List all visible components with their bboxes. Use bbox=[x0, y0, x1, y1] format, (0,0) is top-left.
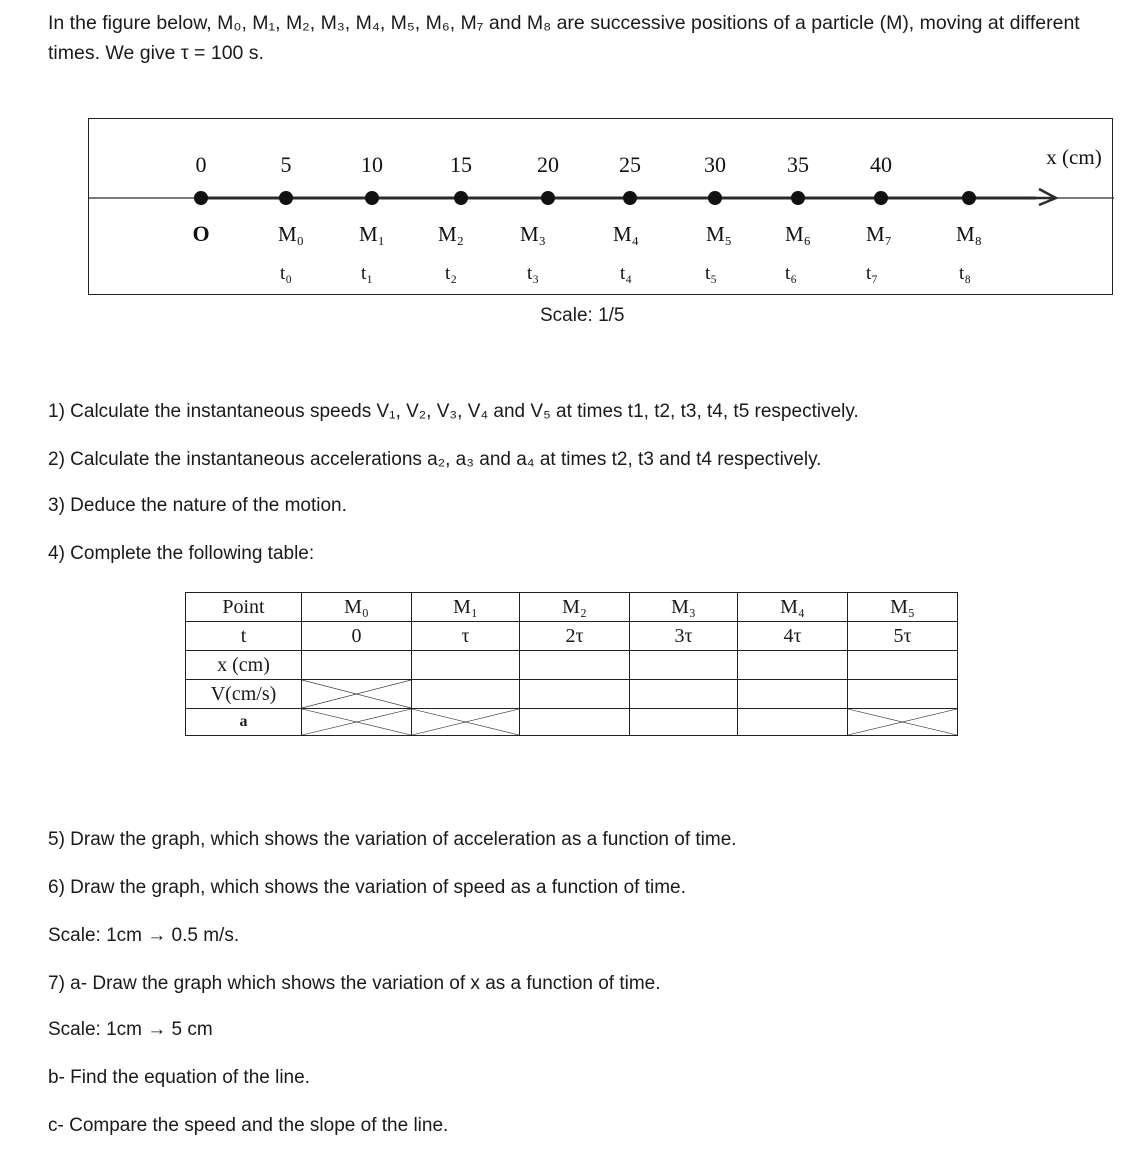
table-row-label: x (cm) bbox=[186, 651, 302, 680]
motion-table bbox=[185, 592, 958, 736]
tick-dot bbox=[874, 191, 888, 205]
question-4: 4) Complete the following table: bbox=[48, 543, 315, 564]
point-label: M₃ bbox=[520, 222, 546, 246]
time-label: t₈ bbox=[959, 263, 971, 284]
tick-dot bbox=[541, 191, 555, 205]
question-2: 2) Calculate the instantaneous accelerations a₂, a₃ and a₄ at times t2, t3 and t4 respectively. bbox=[48, 449, 822, 470]
table-cell: 0 bbox=[302, 622, 412, 651]
blank-cell[interactable] bbox=[520, 680, 630, 709]
table-row bbox=[186, 593, 958, 622]
question-7a: 7) a- Draw the graph which shows the variation of x as a function of time. bbox=[48, 973, 661, 994]
table-row bbox=[186, 622, 958, 651]
blank-cell[interactable] bbox=[848, 680, 958, 709]
tick-dot bbox=[962, 191, 976, 205]
tick-dot bbox=[454, 191, 468, 205]
table-row bbox=[186, 680, 958, 709]
scale-x: Scale: 1cm → 5 cm bbox=[48, 1019, 213, 1040]
blank-cell[interactable] bbox=[630, 709, 738, 736]
tick-dot bbox=[365, 191, 379, 205]
tick-label: 5 bbox=[280, 152, 292, 177]
figure-scale-caption: Scale: 1/5 bbox=[540, 305, 625, 326]
tick-label: 0 bbox=[195, 152, 207, 177]
tick-label: 20 bbox=[537, 152, 559, 177]
question-1: 1) Calculate the instantaneous speeds V₁, V₂, V₃, V₄ and V₅ at times t1, t2, t3, t4, t5 respectively. bbox=[48, 401, 859, 422]
trajectory-axis bbox=[89, 119, 1114, 296]
tick-dot bbox=[194, 191, 208, 205]
question-7c: c- Compare the speed and the slope of the line. bbox=[48, 1115, 449, 1136]
point-label: M₇ bbox=[866, 222, 892, 246]
x-axis-arrow-icon bbox=[1024, 189, 1056, 205]
blank-cell[interactable] bbox=[848, 651, 958, 680]
table-header-cell: M₂ bbox=[520, 593, 630, 622]
question-6: 6) Draw the graph, which shows the variation of speed as a function of time. bbox=[48, 877, 686, 898]
crossed-cell bbox=[412, 709, 520, 736]
table-header-cell: M₀ bbox=[302, 593, 412, 622]
question-3: 3) Deduce the nature of the motion. bbox=[48, 495, 347, 516]
time-label: t₂ bbox=[445, 263, 457, 284]
question-7b: b- Find the equation of the line. bbox=[48, 1067, 310, 1088]
blank-cell[interactable] bbox=[412, 680, 520, 709]
table-cell: 5τ bbox=[848, 622, 958, 651]
tick-label: 35 bbox=[787, 152, 809, 177]
tick-label: 25 bbox=[619, 152, 641, 177]
time-label: t₁ bbox=[361, 263, 373, 284]
tick-dot bbox=[791, 191, 805, 205]
table-cell: 4τ bbox=[738, 622, 848, 651]
table-row bbox=[186, 651, 958, 680]
table-header-cell: M₃ bbox=[630, 593, 738, 622]
trajectory-figure bbox=[88, 118, 1113, 295]
tick-dot bbox=[279, 191, 293, 205]
table-cell: 2τ bbox=[520, 622, 630, 651]
blank-cell[interactable] bbox=[412, 651, 520, 680]
axis-label: x (cm) bbox=[1046, 145, 1102, 169]
point-label: M₅ bbox=[706, 222, 732, 246]
question-5: 5) Draw the graph, which shows the variation of acceleration as a function of time. bbox=[48, 829, 737, 850]
origin-label: O bbox=[192, 221, 210, 246]
table-header-cell: Point bbox=[186, 593, 302, 622]
blank-cell[interactable] bbox=[738, 680, 848, 709]
table-header-cell: M₁ bbox=[412, 593, 520, 622]
tick-dot bbox=[623, 191, 637, 205]
crossed-cell bbox=[302, 709, 412, 736]
table-header-cell: M₄ bbox=[738, 593, 848, 622]
intro-text: In the figure below, M₀, M₁, M₂, M₃, M₄, M₅, M₆, M₇ and M₈ are successive positions of a particle (M), moving at different times. We give τ = 100 s. bbox=[48, 12, 1080, 64]
table-row-label: a bbox=[186, 709, 302, 736]
table-header-cell: M₅ bbox=[848, 593, 958, 622]
blank-cell[interactable] bbox=[738, 651, 848, 680]
tick-label: 10 bbox=[361, 152, 383, 177]
tick-dot bbox=[708, 191, 722, 205]
point-label: M₄ bbox=[613, 222, 639, 246]
table-row-label: V(cm/s) bbox=[186, 680, 302, 709]
table-cell: t bbox=[186, 622, 302, 651]
point-label: M₈ bbox=[956, 222, 982, 246]
time-label: t₄ bbox=[620, 263, 632, 284]
scale-speed: Scale: 1cm → 0.5 m/s. bbox=[48, 925, 240, 946]
blank-cell[interactable] bbox=[302, 651, 412, 680]
time-label: t₆ bbox=[785, 263, 797, 284]
blank-cell[interactable] bbox=[520, 709, 630, 736]
table-cell: 3τ bbox=[630, 622, 738, 651]
point-label: M₁ bbox=[359, 222, 385, 246]
time-label: t₀ bbox=[280, 263, 292, 284]
point-label: M₀ bbox=[278, 222, 304, 246]
tick-label: 40 bbox=[870, 152, 892, 177]
point-label: M₂ bbox=[438, 222, 464, 246]
tick-label: 30 bbox=[704, 152, 726, 177]
blank-cell[interactable] bbox=[738, 709, 848, 736]
time-label: t₃ bbox=[527, 263, 539, 284]
blank-cell[interactable] bbox=[630, 651, 738, 680]
time-label: t₅ bbox=[705, 263, 717, 284]
tick-label: 15 bbox=[450, 152, 472, 177]
crossed-cell bbox=[848, 709, 958, 736]
table-row bbox=[186, 709, 958, 736]
point-label: M₆ bbox=[785, 222, 811, 246]
blank-cell[interactable] bbox=[520, 651, 630, 680]
crossed-cell bbox=[302, 680, 412, 709]
table-cell: τ bbox=[412, 622, 520, 651]
blank-cell[interactable] bbox=[630, 680, 738, 709]
time-label: t₇ bbox=[866, 263, 878, 284]
